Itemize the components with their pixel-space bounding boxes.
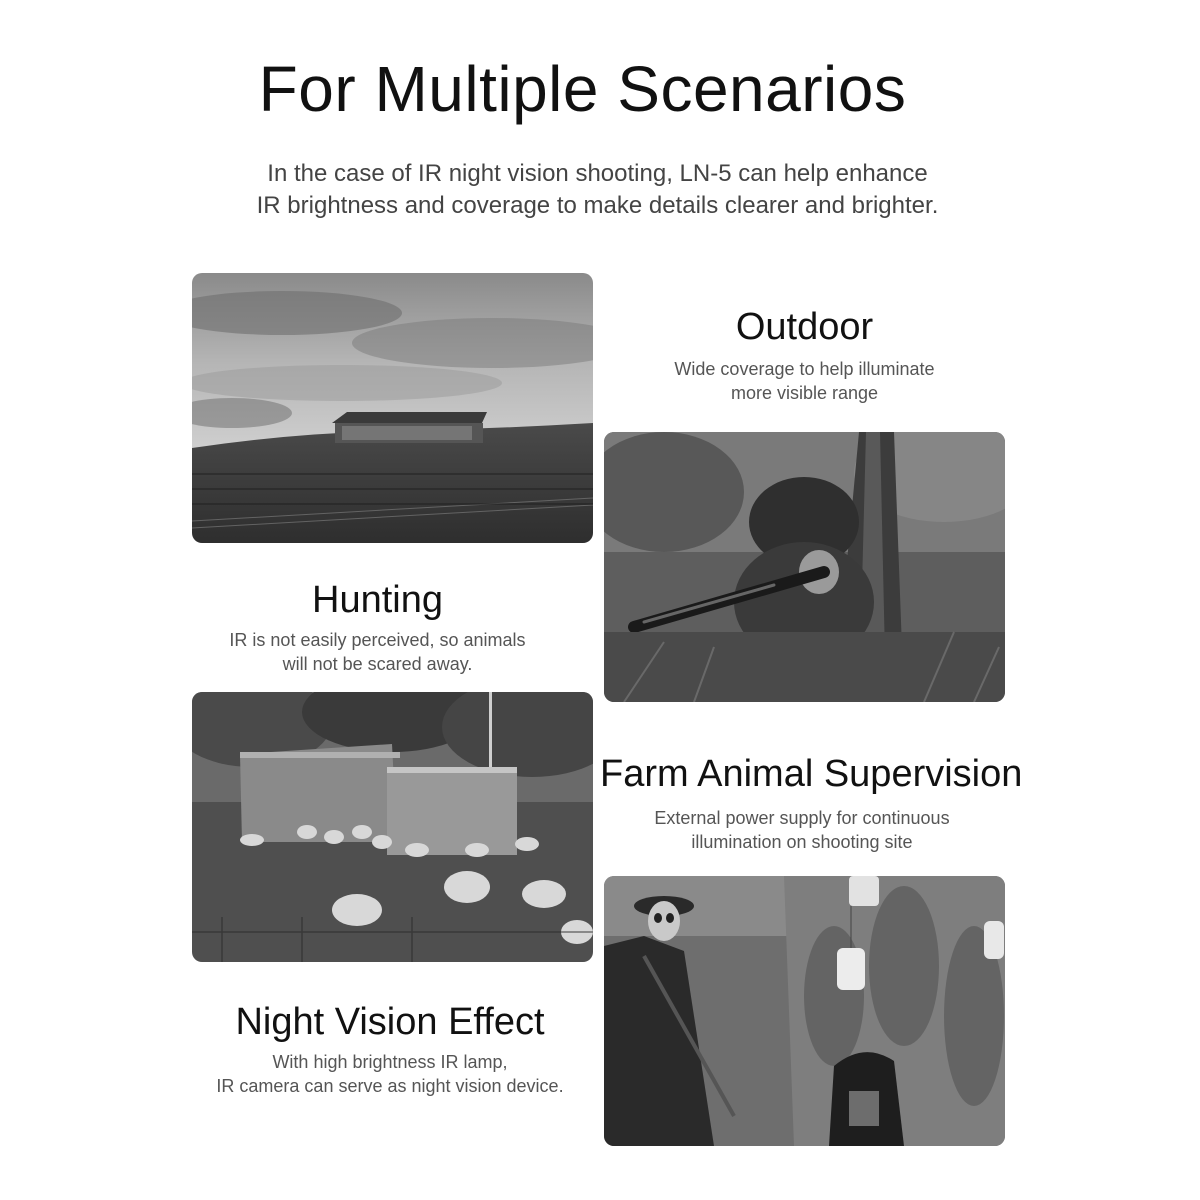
farm-heading: Farm Animal Supervision [600, 753, 1023, 795]
hunting-section [180, 578, 575, 676]
night-vision-desc-line-1: With high brightness IR lamp, [272, 1052, 508, 1072]
outdoor-section [604, 305, 1005, 405]
farm-desc-line-2: illumination on shooting site [691, 832, 913, 852]
subtitle-line-2: IR brightness and coverage to make details clearer and brighter. [256, 192, 939, 219]
hunting-heading: Hunting [312, 579, 443, 621]
hunting-desc-line-1: IR is not easily perceived, so animals [229, 630, 526, 650]
hunter-photo [604, 432, 1005, 702]
page-subtitle [140, 158, 1055, 222]
page-title: For Multiple Scenarios [258, 53, 907, 125]
farm-sheep-photo [192, 692, 593, 962]
outdoor-heading: Outdoor [735, 306, 874, 348]
night-vision-photo [604, 876, 1005, 1146]
outdoor-desc-line-1: Wide coverage to help illuminate [674, 359, 935, 379]
outdoor-desc-line-2: more visible range [730, 383, 879, 403]
hunting-desc-line-2: will not be scared away. [282, 654, 473, 674]
night-vision-desc-line-2: IR camera can serve as night vision device. [216, 1076, 564, 1096]
subtitle-line-1: In the case of IR night vision shooting, LN-5 can help enhance [267, 160, 928, 187]
night-vision-section [180, 1000, 600, 1098]
night-vision-heading: Night Vision Effect [235, 1001, 545, 1043]
farm-section [600, 752, 1023, 854]
farm-desc-line-1: External power supply for continuous [654, 808, 950, 828]
outdoor-field-photo [192, 273, 593, 543]
